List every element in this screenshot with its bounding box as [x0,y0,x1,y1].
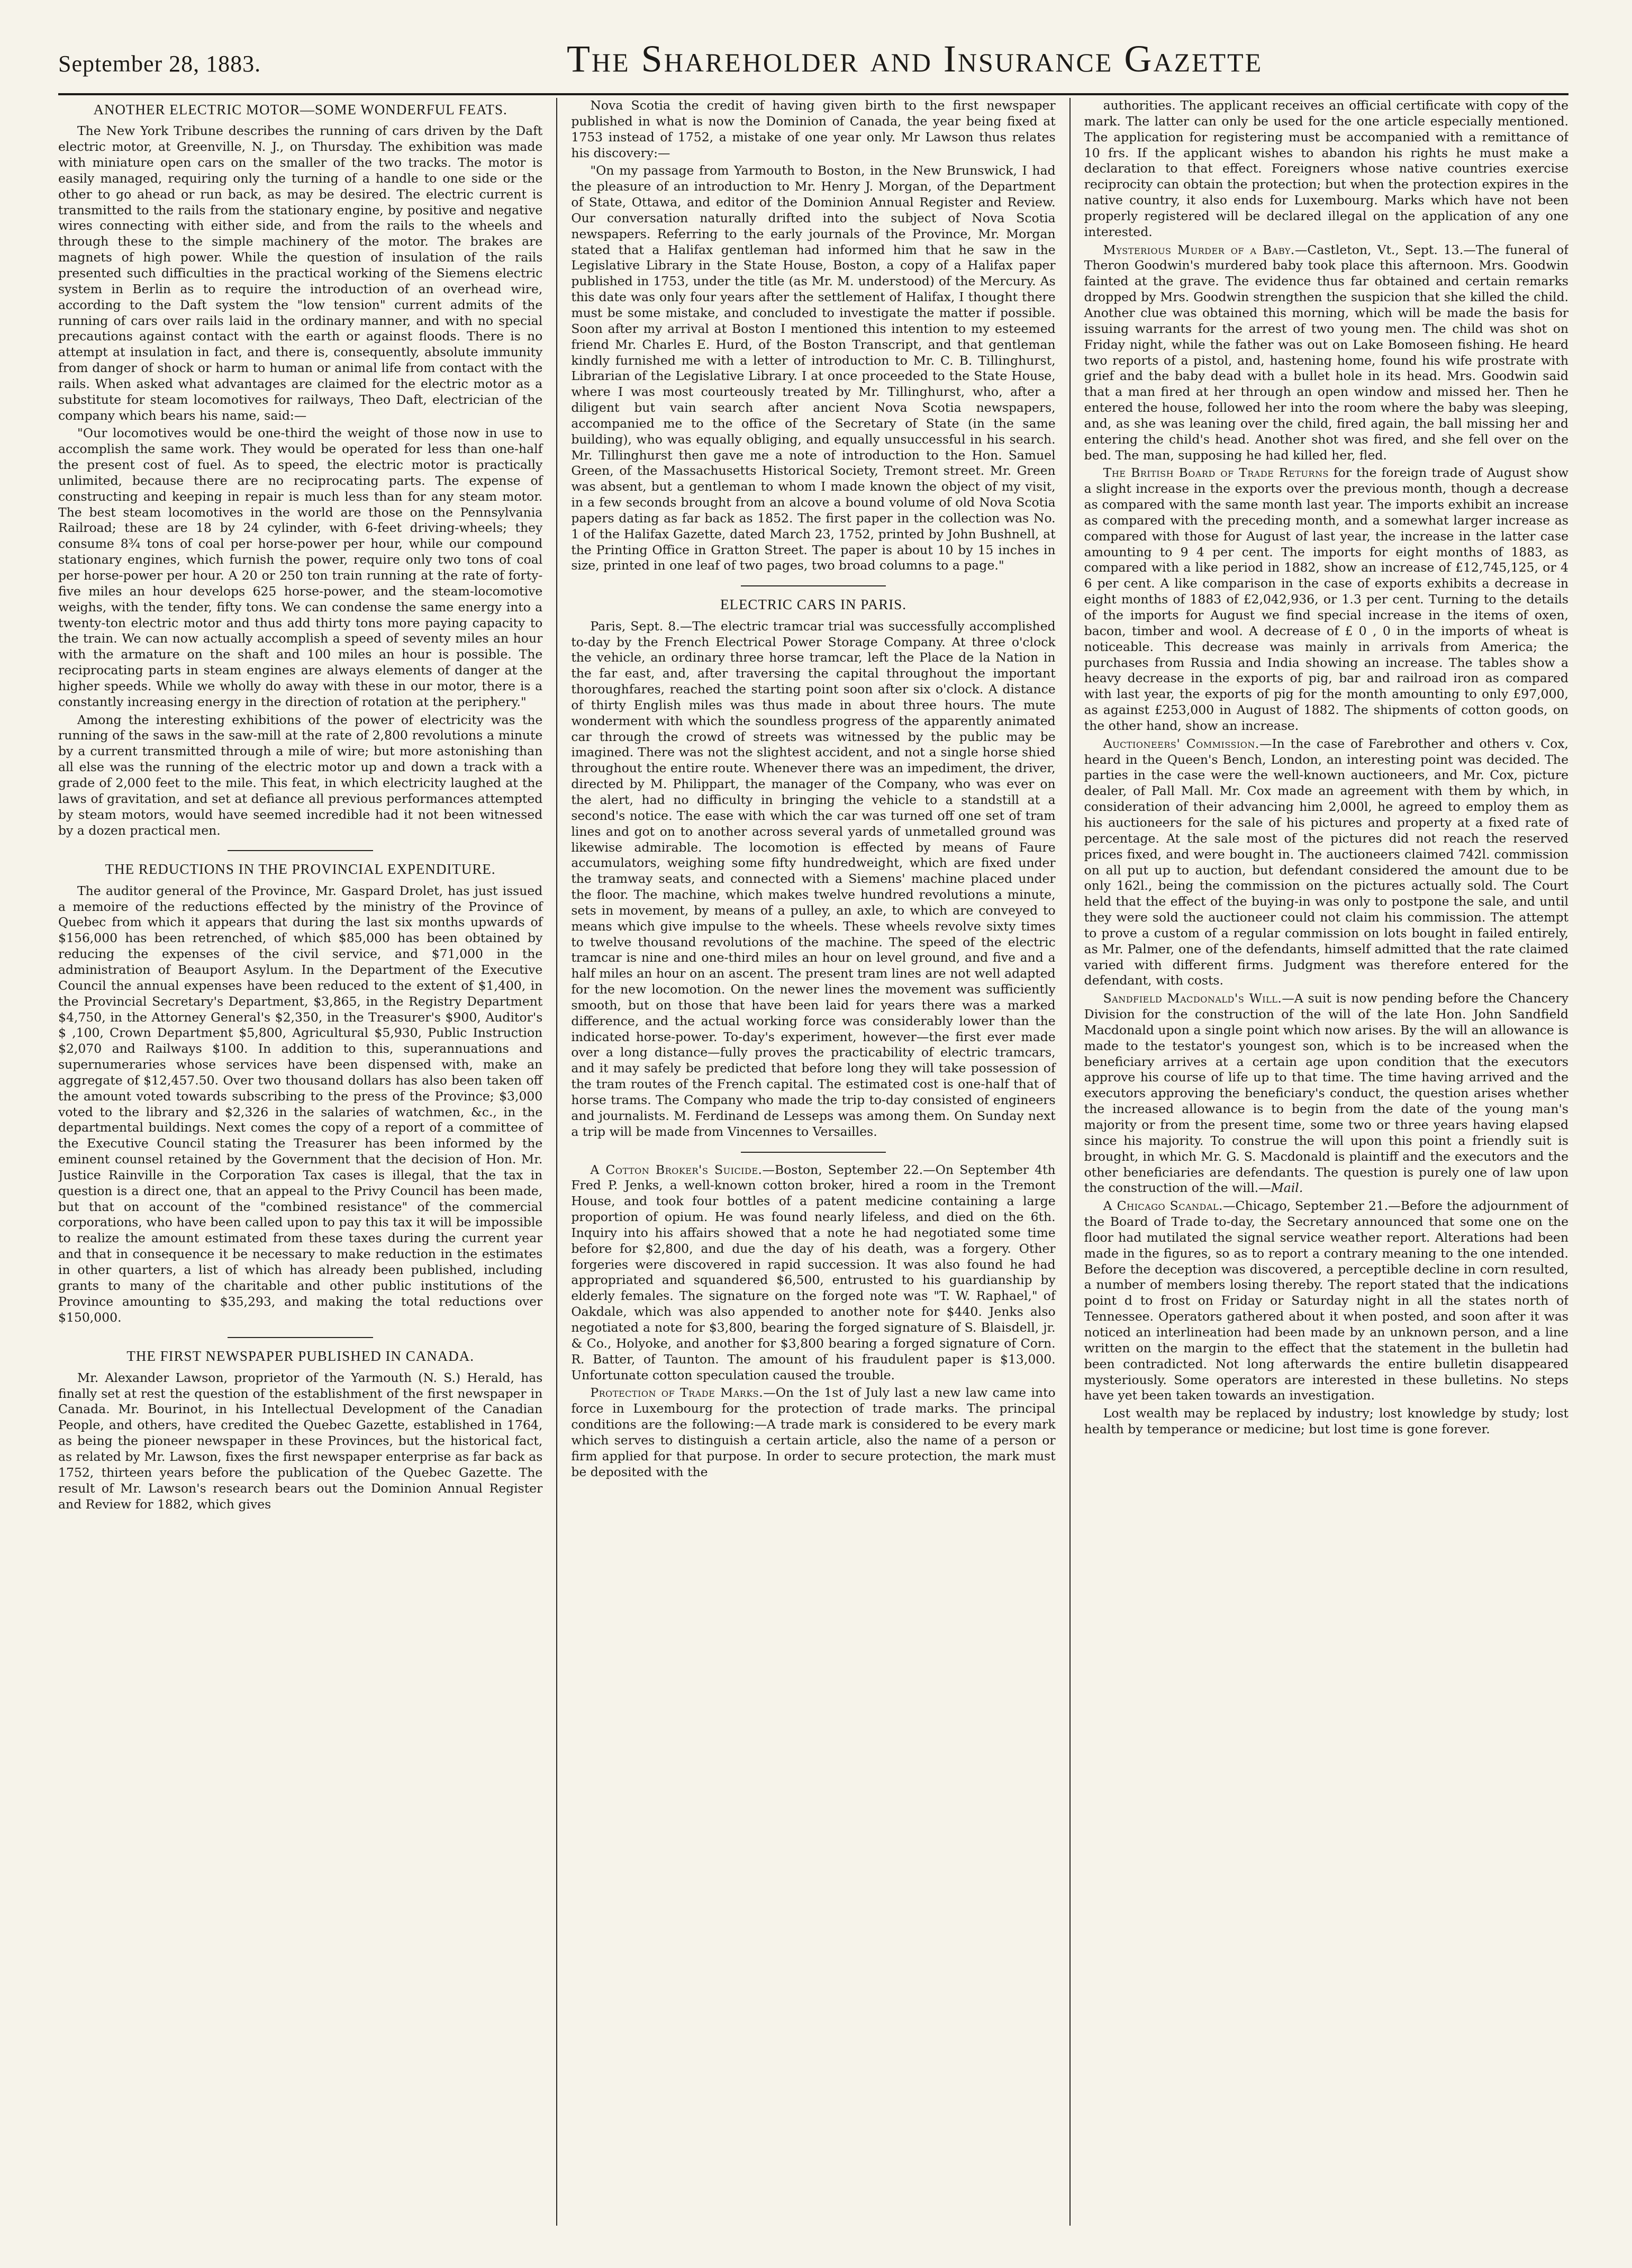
divider [228,850,373,851]
columns [58,98,1568,2226]
column-3 [1069,98,1568,2226]
headline-electric-cars-paris: ELECTRIC CARS IN PARIS. [720,597,907,613]
divider [228,1337,373,1338]
item-lead: A Chicago Scandal. [1103,1198,1223,1214]
item-lead: Protection of Trade Marks. [590,1385,764,1400]
item-text: —Castleton, Vt., Sept. 13.—The funeral of Theron Goodwin's murdered baby took place this afternoon. Mrs. Goodwin fainted at the grave. The evidence thus far obtained and certain remarks dropped by Mrs. Goodwin strengthen the suspicion that she killed the child. Another clue was obtained this morning, which will be made the basis for issuing warrants for the arrest of two young men. The child was shot on Friday night, while the father was out on Lake Bomoseen fishing. He heard two reports of a pistol, and, hastening home, found his wife prostrate with grief and the baby dead with a bullet hole in its head. Mrs. Goodwin said that a man fired at her through an open window and missed her. Then he entered the house, followed her into the room where the baby was sleeping, and, as she was leaning over the child, fired again, the ball missing her and entering the child's head. Another shot was fired, and she fell over on the bed. The man, supposing he had killed her, fled. [1084,242,1568,463]
issue-date: September 28, 1883. [58,51,261,77]
item-lead: Auctioneers' Commission. [1103,736,1259,751]
item-text: —A suit is now pending before the Chancery Division for the construction of the will of the late Hon. John Sandfield Macdonald upon a single point which now arises. By the will an allowance is made to the testator's youngest son, which is to be increased when the beneficiary arrives at a certain age upon condition that the executors approve his course of life up to that time. The time having arrived and the executors approving the beneficiary's conduct, the question arises whether the increased allowance is to begin from the date of the young man's majority or from the present time, some two or three years having elapsed since his majority. To construe the will upon this point a friendly suit is brought, in which Mr. G. S. Macdonald is plaintiff and the executors and the other beneficiaries are defendants. The question is purely one of law upon the construction of the will.— [1084,991,1568,1196]
article-paragraph [1084,1198,1568,1404]
headline-first-newspaper: THE FIRST NEWSPAPER PUBLISHED IN CANADA. [126,1348,474,1365]
article-paragraph [1084,242,1568,464]
divider [741,585,886,586]
item-text: —Boston, September 22.—On September 4th Fred P. Jenks, a well-known cotton broker, hired a room in the Tremont House, and took four bottles of a patent medicine containing a large proportion of opium. He was found nearly lifeless, and died on the 6th. Inquiry into his affairs showed that a note he had negotiated some time before for $2,800, and due the day of his death, was a forgery. Other forgeries were discovered in rapid succession. It was also found he had appropriated and squandered $6,500, entrusted to his guardianship by elderly females. The signature on the forged note was "T. W. Raphael," of Oakdale, which was also appended to another note for $440. Jenks also negotiated a note for $3,800, bearing the forged signature of S. Blaisdell, jr. & Co., Holyoke, and another for $3,800 bearing a forged signature of Corn. R. Batter, of Taunton. The amount of his fraudulent paper is $13,000. Unfortunate cotton speculation caused the trouble. [571,1162,1056,1383]
article-paragraph: "On my passage from Yarmouth to Boston, in the New Brunswick, I had the pleasure of an introduction to Mr. Henry J. Morgan, of the Department of State, Ottawa, and editor of the Dominion Annual Register and Review. Our conversation naturally drifted into the subject of Nova Scotia newspapers. Referring to the early journals of the Province, Mr. Morgan stated that a Halifax gentleman had informed him that he saw in the Legislative Library in the State House, Boston, a copy of a Halifax paper published in 1753, under the title (as Mr. M. understood) of the Mercury. As this date was only four years after the settlement of Halifax, I thought there must be some mistake, and concluded to investigate the matter if possible. Soon after my arrival at Boston I mentioned this intention to my esteemed friend Mr. Charles E. Hurd, of the Boston Transcript, and that gentleman kindly furnished me with a letter of introduction to Mr. C. B. Tillinghurst, Librarian of the Legislative Library. I at once proceeded to the State House, where I was most courteously treated by Mr. Tillinghurst, who, after a diligent but vain search after ancient Nova Scotia newspapers, accompanied me to the office of the Secretary of State (in the same building), who was equally obliging, and equally unsuccessful in his search. Mr. Tillinghurst then gave me a note of introduction to the Hon. Samuel Green, of the Massachusetts Historical Society, Tremont street. Mr. Green was absent, but a gentleman to whom I made known the object of my visit, in a few seconds brought from an alcove a bound volume of old Nova Scotia papers dating as far back as 1852. The first paper in the collection was No. 1 of the Halifax Gazette, dated March 23, 1752, printed by John Bushnell, at the Printing Office in Gratton Street. The paper is about 10 by 15 inches in size, printed in one leaf of two pages, two broad columns to a page." [571,163,1056,573]
newspaper-title: The Shareholder and Insurance Gazette [567,38,1263,80]
item-text: —On the 1st of July last a new law came into force in Luxembourg for the protection of trade marks. The principal conditions are the following:—A trade mark is considered to be every mark which serves to distinguish a certain article, also the name of a person or firm applied for that purpose. In order to secure protection, the mark must be deposited with the [571,1385,1056,1479]
item-text: —In the case of Farebrother and others v. Cox, heard in the Queen's Bench, London, an interesting point was decided. The parties in the case were the well-known auctioneers, and Mr. Cox, picture dealer, of Pall Mall. Mr. Cox made an agreement with them by which, in consideration of their advancing him 2,000l, he agreed to employ them as his auctioneers for the sale of his pictures and property at a fixed rate of percentage. At the sale most of the pictures did not reach the reserved prices fixed, and were bought in. The auctioneers claimed 742l. commission on all put up to auction, but defendant considered the amount due to be only 162l., being the commission on the pictures actually sold. The Court held that the effect of the buying-in was only to postpone the sale, and until they were sold the auctioneer could not claim his commission. The attempt to prove a custom of a regular commission on lots bought in failed entirely, as Mr. Palmer, one of the defendants, himself admitted that the rate claimed varied with different firms. Judgment was therefore entered for the defendant, with costs. [1084,736,1568,988]
article-paragraph: Mr. Alexander Lawson, proprietor of the Yarmouth (N. S.) Herald, has finally set at rest the question of the establishment of the first newspaper in Canada. Mr. Bourinot, in his Intellectual Development of the Canadian People, and others, have credited the Quebec Gazette, established in 1764, as being the pioneer newspaper in these Provinces, but the historical fact, as related by Mr. Lawson, fixes the first newspaper enterprise as far back as 1752, thirteen years before the publication of the Quebec Gazette. The result of Mr. Lawson's research bears out the Dominion Annual Register and Review for 1882, which gives [58,1370,543,1512]
article-paragraph: authorities. The applicant receives an official certificate with copy of the mark. The latter can only be used for the one article especially mentioned. The application for registering must be accompanied with a remittance of 10 frs. If the applicant wishes to abandon his rights he must make a declaration to that effect. Foreigners whose native countries exercise reciprocity can obtain the protection; but when the protection expires in the native country, it also ends for Luxembourg. Marks which have not been properly registered will be declared illegal on the application of any one interested. [1084,98,1568,239]
item-lead: Sandfield Macdonald's Will. [1103,991,1282,1006]
item-text: —Chicago, September 21.—Before the adjournment of the Board of Trade to-day, the Secretary announced that some one on the floor had mutilated the signal service weather report. Alterations had been made in the figures, so as to report a contrary meaning to the one intended. Before the deception was discovered, a perceptible decline in corn resulted, a number of members losing thereby. The report stated that the indications point d to frost on Friday or Saturday night in all the states north of Tennessee. Operators gathered about it when posted, and soon after it was noticed an interlineation had been made by an unknown person, and a line written on the margin to the effect that the statement in the bulletin had been contradicted. Not long afterwards the entire bulletin disappeared mysteriously. Some operators are interested in these bulletins. No steps have yet been taken towards an investigation. [1084,1198,1568,1403]
item-lead: Mysterious Murder of a Baby. [1103,242,1295,257]
article-paragraph: Lost wealth may be replaced by industry; lost knowledge by study; lost health by temperance or medicine; but lost time is gone forever. [1084,1406,1568,1437]
article-paragraph: Nova Scotia the credit of having given birth to the first newspaper published in what is now the Dominion of Canada, the year being fixed at 1753 instead of 1752, a mistake of one year only. Mr Lawson thus relates his discovery:— [571,98,1056,160]
article-paragraph: Paris, Sept. 8.—The electric tramcar trial was successfully accomplished to-day by the French Electrical Power Storage Company. At three o'clock the vehicle, an ordinary three horse tramcar, left the Place de la Nation in the far east, and, after traversing the capital throughout the important thoroughfares, reached the starting point soon after six o'clock. A distance of thirty English miles was thus made in about three hours. The mute wonderment with which the soundless progress of the apparently animated car through the crowd of streets was witnessed by the public may be imagined. There was not the slightest accident, and not a single horse shied throughout the entire route. Whenever there was an impediment, the driver, directed by M. Philippart, the manager of the Company, who was ever on the alert, had no difficulty in bringing the vehicle to a standstill at a second's notice. The ease with which the car was turned off one set of tram lines and got on to another across several yards of unmetalled ground was likewise admirable. The locomotion is effected by means of Faure accumulators, weighing some fifty hundredweight, which are fixed under the tramway seats, and connected with a Siemens' machine placed under the floor. The machine, which makes twelve hundred revolutions a minute, sets in movement, by means of a pulley, an axle, to which are conveyed to means which give impulse to the wheels. These wheels revolve sixty times to twelve thousand revolutions of the machine. The speed of the electric tramcar is nine and one-third miles an hour on level ground, and five and a half miles an hour on an ascent. The present tram lines are not well adapted for the new locomotion. On the newer lines the movement was sufficiently smooth, but on those that have been laid for years there was a marked difference, and the actual working force was considerably lower than the indicated horse-power. To-day's experiment, however—the first ever made over a long distance—fully proves the practicability of electric tramcars, and it may safely be predicted that before long they will take possession of the tram routes of the French capital. The estimated cost is one-half that of horse trams. The Company who made the trip to-day consisted of engineers and journalists. M. Ferdinand de Lesseps was among them. On Sunday next a trip will be made from Vincennes to Versailles. [571,618,1056,1139]
headline-electric-motor: ANOTHER ELECTRIC MOTOR—SOME WONDERFUL FEATS. [93,102,507,118]
column-1 [58,98,556,2226]
article-paragraph: Among the interesting exhibitions of the power of electricity was the running of the saws in the saw-mill at the rate of 2,800 revolutions a minute by a current transmitted through a mile of wire; but more astonishing than all else was the running of the electric motor up and down a track with a grade of 2,000 feet to the mile. This feat, in which electricity laughed at the laws of gravitation, and set at defiance all previous performances attempted by steam motors, would have seemed incredible had it not been witnessed by a dozen practical men. [58,712,543,838]
article-paragraph [571,1162,1055,1384]
article-paragraph [1084,991,1568,1196]
headline-provincial-expenditure: THE REDUCTIONS IN THE PROVINCIAL EXPENDITURE. [105,861,496,878]
article-paragraph: The auditor general of the Province, Mr. Gaspard Drolet, has just issued a memoire of the reductions effected by the ministry of the Province of Quebec from which it appears that during the last six months upwards of $156,000 has been retrenched, of which $85,000 has been obtained by reducing the expenses of the civil service, and $71,000 in the administration of Beauport Asylum. In the Department of the Executive Council the annual expenses have been reduced to the extent of $1,400, in the Provincial Secretary's Department, $3,865, in the Registry Department $4,750, in the Attorney General's $2,350, in the Treasurer's $900, Auditor's $ ,100, Crown Department $5,800, Agricultural $5,930, Public Instruction $2,070 and Railways $100. In addition to this, superannuations and supernumeraries whose services have been dispensed with, make an aggregate of $12,457.50. Over two thousand dollars has also been taken off the amount voted towards subscribing to the press of the Province; $3,000 voted to the library and $2,326 in the salaries of watchmen, &c., in the departmental buildings. Next comes the copy of a report of a committee of the Executive Council stating the Treasurer has been informed by the eminent counsel retained by the Government that the decision of Hon. Mr. Justice Rainville in the Corporation Tax cases is illegal, that the tax in question is a direct one, that an appeal to the Privy Council has been made, but that on account of the "combined resistance" of the commercial corporations, who have been called upon to pay this tax it will be impossible to realize the amount estimated from these taxes during the current year and that in consequence it be necessary to make reduction in the estimates in other quarters, a list of which has already been published, including grants to many of the charitable and other public institutions of the Province amounting to $35,293, and making the total reductions over $150,000. [58,883,543,1325]
article-paragraph: "Our locomotives would be one-third the weight of those now in use to accomplish the same work. They would be operated for less than one-half the present cost of fuel. As to speed, the electric motor is practically unlimited, because there are no reciprocating parts. The expense of constructing and keeping in repair is much less than for any steam motor. The best steam locomotives in the world are those on the Pennsylvania Railroad; these are 18 by 24 cylinder, with 6-feet driving-wheels; they consume 8¾ tons of coal per horse-power per hour, while our compound stationary engines, which furnish the power, require only two tons of coal per horse-power per hour. A 20 or 250 ton train running at the rate of forty-five miles an hour develops 625 horse-power, and the steam-locomotive weighs, with the tender, fifty tons. We can condense the same energy into a twenty-ton electric motor and thus add thirty tons more paying capacity to the train. We can now actually accomplish a speed of seventy miles an hour with the armature on the shaft and 100 miles an hour is possible. The reciprocating parts in steam engines are always elements of danger at the higher speeds. While we wholly do away with these in our motor, there is a constantly increasing energy in the direction of rotation at the periphery." [58,426,543,709]
item-lead: The British Board of Trade Returns [1103,465,1329,481]
masthead [58,32,1568,95]
article-paragraph: The New York Tribune describes the running of cars driven by the Daft electric motor, at Greenville, N. J., on Thursday. The exhibition was made with miniature open cars on the smaller of the two tracks. The motor is easily managed, requiring only the turning of a handle to one side or the other to go ahead or run back, as may be desired. The electric current is transmitted to the rails from the stationary engine, by positive and negative wires connecting with either side, and from the rails to the wheels and through these to the simple machinery of the motor. The brakes are magnets of high power. While the question of insulation of the rails presented such difficulties in the practical working of the Siemens electric system in Berlin as to require the introduction of an overhead wire, according to the Daft system the "low tension" current admits of the running of cars over rails laid in the ordinary manner, and with no special precautions against contact with the earth or against floods. There is no attempt at insulation in fact, and there is, consequently, absolute immunity from danger of shock or harm to human or animal life from contact with the rails. When asked what advantages are claimed for the electric motor as a substitute for steam locomotives for railways, Theo Daft, electrician of the company which bears his name, said:— [58,123,543,423]
item-lead: A Cotton Broker's Suicide. [590,1162,763,1177]
article-paragraph [1084,465,1568,734]
divider [741,1152,886,1153]
item-source: Mail. [1271,1180,1303,1196]
article-paragraph [571,1385,1055,1480]
article-paragraph [1084,736,1568,989]
column-2 [556,98,1069,2226]
item-text: for the foreign trade of August show a slight increase in the exports over the previous month, though a decrease as compared with the same month last year. The imports exhibit an increase as compared with the preceding month, and a somewhat larger increase as compared with those for August of last year, the increase in the latter case amounting to 9 4 per cent. The imports for eight months of 1883, as compared with a like period in 1882, show an increase of £12,745,125, or 4 6 per cent. A like comparison in the case of exports exhibits a decrease in eight months of 1883 of £2,042,936, or 1.3 per cent. Turning to the details of the imports for August we find special increase in the items of oxen, bacon, timber and wool. A decrease of £ 0 , 0 in the imports of wheat is noticeable. This decrease was mainly in arrivals from America; the purchases from Russia and India showing an increase. The tables show a heavy decrease in the exports of pig, bar and railroad iron as compared with last year, the exports of pig for the month amounting to only £97,000, as against £253,000 in August of 1882. The shipments of cotton goods, on the other hand, show an increase. [1084,465,1568,733]
